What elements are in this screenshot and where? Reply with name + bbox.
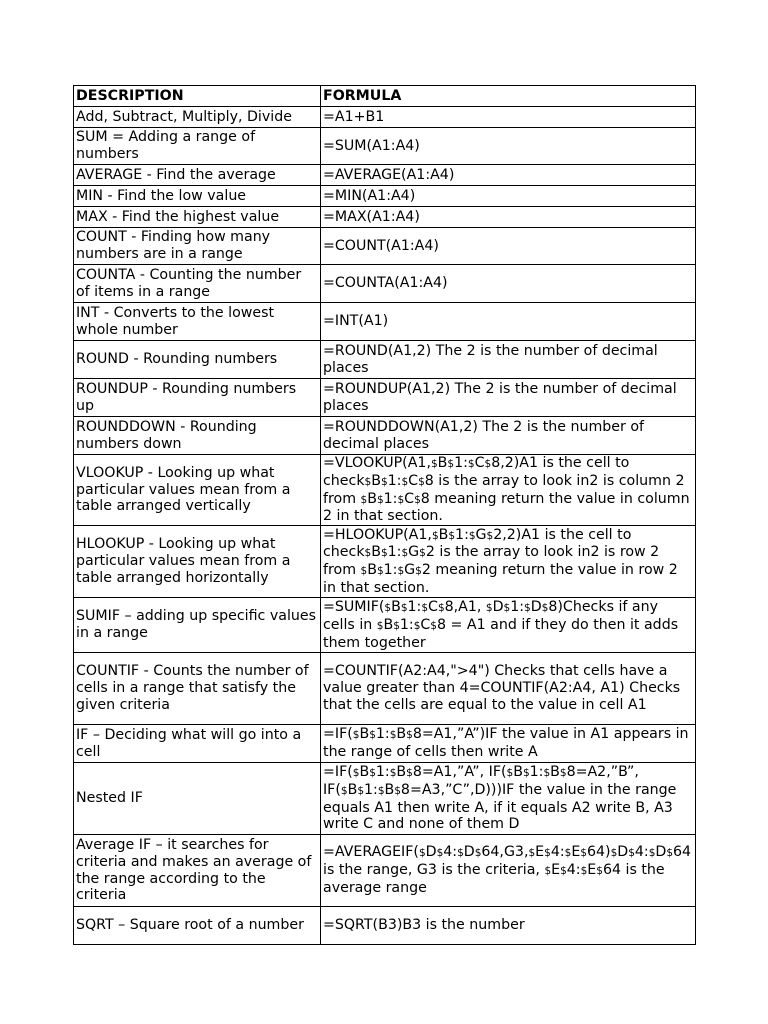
table-row — [74, 265, 696, 303]
dollar-sign: $ — [447, 458, 455, 470]
table-row — [74, 128, 696, 165]
description-cell: COUNTIF - Counts the number of cells in a range that satisfy the given criteria — [74, 653, 321, 725]
table-row — [74, 207, 696, 228]
table-row — [74, 455, 696, 526]
dollar-sign: $ — [506, 767, 514, 780]
dollar-sign: $ — [486, 529, 494, 542]
dollar-sign: $ — [474, 847, 482, 860]
dollar-sign: $ — [648, 847, 656, 860]
dollar-sign: $ — [524, 601, 531, 614]
dollar-sign: $ — [430, 458, 438, 470]
dollar-sign: $ — [580, 847, 587, 860]
description-cell: Nested IF — [74, 763, 321, 835]
dollar-sign: $ — [364, 475, 372, 488]
table-row — [74, 907, 696, 945]
dollar-sign: $ — [357, 784, 364, 797]
table-row — [74, 763, 696, 835]
dollar-sign: $ — [400, 601, 408, 614]
dollar-sign: $ — [413, 619, 421, 632]
table-row — [74, 165, 696, 186]
dollar-sign: $ — [543, 767, 551, 780]
dollar-sign: $ — [419, 547, 426, 560]
table-row — [74, 598, 696, 653]
description-cell: HLOOKUP - Looking up what particular values mean from a table arranged horizontally — [74, 526, 321, 598]
dollar-sign: $ — [503, 601, 511, 614]
formula-cell: =COUNT(A1:A4) — [321, 228, 696, 265]
dollar-sign: $ — [415, 565, 422, 578]
description-cell: SUM = Adding a range of numbers — [74, 128, 321, 165]
description-cell: COUNT - Finding how many numbers are in a range — [74, 228, 321, 265]
dollar-sign: $ — [401, 475, 409, 488]
dollar-sign: $ — [352, 729, 360, 742]
dollar-sign: $ — [610, 847, 618, 860]
description-cell: SQRT – Square root of a number — [74, 907, 321, 945]
dollar-sign: $ — [559, 767, 567, 780]
description-cell: MAX - Find the highest value — [74, 207, 321, 228]
formula-cell: =ROUNDUP(A1,2) The 2 is the number of decimal places — [321, 379, 696, 417]
dollar-sign: $ — [448, 529, 456, 542]
dollar-sign: $ — [421, 601, 429, 614]
description-cell: ROUNDDOWN - Rounding numbers down — [74, 417, 321, 455]
dollar-sign: $ — [544, 865, 552, 878]
formula-cell: =SUM(A1:A4) — [321, 128, 696, 165]
dollar-sign: $ — [397, 493, 405, 506]
dollar-sign: $ — [401, 547, 409, 560]
formula-cell: =IF($B$1:$B$8=A1,”A”)IF the value in A1 appears in the range of cells then write A — [321, 725, 696, 763]
dollar-sign: $ — [352, 767, 360, 780]
dollar-sign: $ — [380, 475, 388, 488]
formula-cell: =ROUNDDOWN(A1,2) The 2 is the number of decimal places — [321, 417, 696, 455]
dollar-sign: $ — [666, 847, 673, 860]
dollar-sign: $ — [468, 529, 476, 542]
dollar-sign: $ — [485, 601, 493, 614]
dollar-sign: $ — [406, 767, 413, 780]
table-row — [74, 417, 696, 455]
table-row — [74, 341, 696, 379]
dollar-sign: $ — [380, 547, 388, 560]
dollar-sign: $ — [580, 865, 588, 878]
table-row — [74, 303, 696, 341]
table-row — [74, 526, 696, 598]
description-cell: Average IF – it searches for criteria and makes an average of the range according to the criteria — [74, 835, 321, 907]
dollar-sign: $ — [369, 767, 376, 780]
dollar-sign: $ — [437, 601, 445, 614]
formula-cell: =AVERAGEIF($D$4:$D$64,G3,$E$4:$E$64)$D$4:$D$64 is the range, G3 is the criteria, $E$4:$E$64 is the average range — [321, 835, 696, 907]
table-row — [74, 725, 696, 763]
dollar-sign: $ — [384, 601, 392, 614]
dollar-sign: $ — [393, 619, 400, 632]
formula-cell: =HLOOKUP(A1,$B$1:$G$2,2)A1 is the cell to check$B$1:$G$2 is the array to look in2 is row 2 from $B$1:$G$2 meaning return the value in row 2 in that section. — [321, 526, 696, 598]
formula-reference-table — [73, 85, 696, 945]
formula-cell: =AVERAGE(A1:A4) — [321, 165, 696, 186]
table-header-row — [74, 86, 696, 107]
dollar-sign: $ — [389, 767, 397, 780]
description-cell: SUMIF – adding up specific values in a range — [74, 598, 321, 653]
formula-cell: =MAX(A1:A4) — [321, 207, 696, 228]
dollar-sign: $ — [360, 493, 368, 506]
table-row — [74, 107, 696, 128]
dollar-sign: $ — [394, 784, 401, 797]
dollar-sign: $ — [560, 865, 567, 878]
dollar-sign: $ — [397, 565, 405, 578]
formula-cell: =MIN(A1:A4) — [321, 186, 696, 207]
dollar-sign: $ — [628, 847, 635, 860]
formula-cell: =A1+B1 — [321, 107, 696, 128]
formula-cell: =SQRT(B3)B3 is the number — [321, 907, 696, 945]
dollar-sign: $ — [467, 458, 475, 470]
dollar-sign: $ — [522, 767, 530, 780]
dollar-sign: $ — [484, 458, 492, 470]
dollar-sign: $ — [369, 729, 376, 742]
dollar-sign: $ — [376, 493, 384, 506]
dollar-sign: $ — [564, 847, 572, 860]
formula-cell: =COUNTIF(A2:A4,">4") Checks that cells have a value greater than 4=COUNTIF(A2:A4, A1) Checks that the cells are equal to the value in cell A1 — [321, 653, 696, 725]
dollar-sign: $ — [376, 619, 384, 632]
formula-column-header: FORMULA — [321, 86, 696, 107]
dollar-sign: $ — [418, 847, 426, 860]
formula-cell: =ROUND(A1,2) The 2 is the number of decimal places — [321, 341, 696, 379]
dollar-sign: $ — [431, 529, 439, 542]
dollar-sign: $ — [528, 847, 536, 860]
table-row — [74, 228, 696, 265]
description-column-header: DESCRIPTION — [74, 86, 321, 107]
table-row — [74, 835, 696, 907]
dollar-sign: $ — [430, 619, 437, 632]
formula-cell: =INT(A1) — [321, 303, 696, 341]
description-cell: ROUND - Rounding numbers — [74, 341, 321, 379]
description-cell: COUNTA - Counting the number of items in a range — [74, 265, 321, 303]
table-row — [74, 186, 696, 207]
description-cell: MIN - Find the low value — [74, 186, 321, 207]
description-cell: ROUNDUP - Rounding numbers up — [74, 379, 321, 417]
dollar-sign: $ — [360, 565, 368, 578]
dollar-sign: $ — [376, 565, 384, 578]
formula-cell: =VLOOKUP(A1,$B$1:$C$8,2)A1 is the cell to check$B$1:$C$8 is the array to look in2 is column 2 from $B$1:$C$8 meaning return the value in column 2 in that section. — [321, 455, 696, 526]
description-cell: VLOOKUP - Looking up what particular values mean from a table arranged vertically — [74, 455, 321, 526]
table-body — [74, 107, 696, 945]
description-cell: INT - Converts to the lowest whole number — [74, 303, 321, 341]
table-row — [74, 379, 696, 417]
dollar-sign: $ — [541, 601, 549, 614]
description-cell: AVERAGE - Find the average — [74, 165, 321, 186]
formula-cell: =IF($B$1:$B$8=A1,”A”, IF($B$1:$B$8=A2,”B”, IF($B$1:$B$8=A3,”C”,D)))IF the value in the range equals A1 then write A, if it equals A2 write B, A3 write C and none of them D — [321, 763, 696, 835]
dollar-sign: $ — [596, 865, 603, 878]
dollar-sign: $ — [364, 547, 372, 560]
formula-cell: =SUMIF($B$1:$C$8,A1, $D$1:$D$8)Checks if any cells in $B$1:$C$8 = A1 and if they do then it adds them together — [321, 598, 696, 653]
dollar-sign: $ — [436, 847, 444, 860]
dollar-sign: $ — [414, 493, 421, 506]
dollar-sign: $ — [406, 729, 413, 742]
description-cell: Add, Subtract, Multiply, Divide — [74, 107, 321, 128]
dollar-sign: $ — [377, 784, 385, 797]
description-cell: IF – Deciding what will go into a cell — [74, 725, 321, 763]
dollar-sign: $ — [457, 847, 464, 860]
dollar-sign: $ — [544, 847, 551, 860]
dollar-sign: $ — [418, 475, 425, 488]
table-row — [74, 653, 696, 725]
dollar-sign: $ — [389, 729, 397, 742]
dollar-sign: $ — [340, 784, 348, 797]
formula-cell: =COUNTA(A1:A4) — [321, 265, 696, 303]
